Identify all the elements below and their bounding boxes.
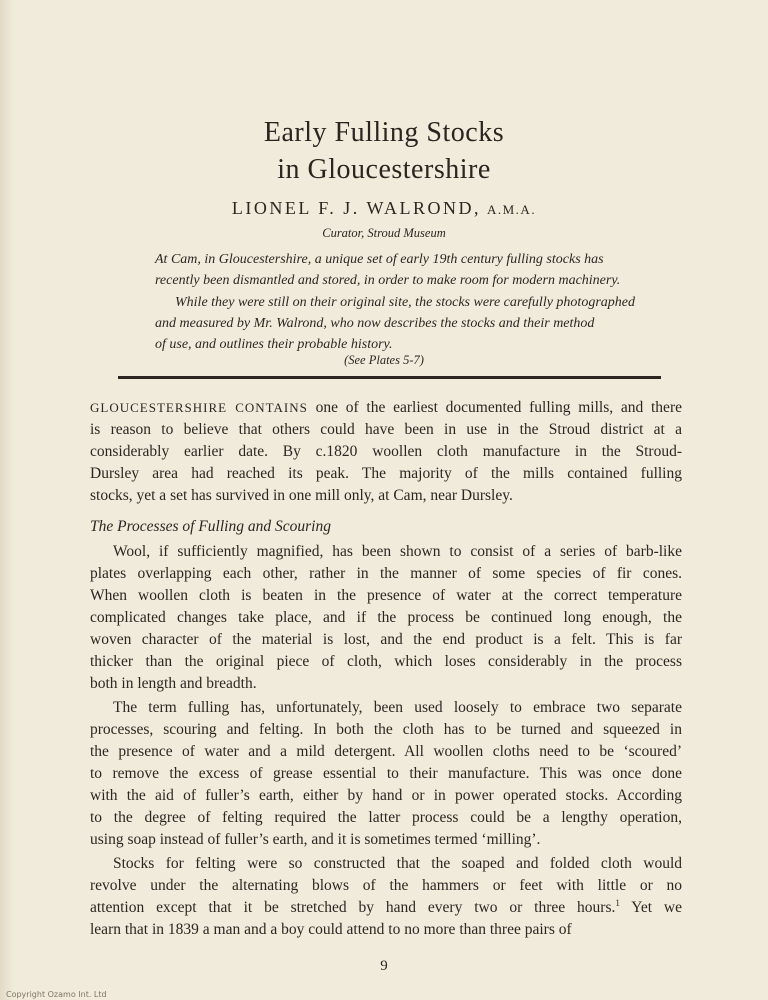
body-line: with the aid of fuller’s earth, either by hand or in power operated stocks. According xyxy=(90,787,682,804)
page-edge xyxy=(0,0,14,1000)
abstract-line: and measured by Mr. Walrond, who now describes the stocks and their method xyxy=(155,316,595,331)
body-line xyxy=(90,899,682,917)
body-line: complicated changes take place, and if the process be continued long enough, the xyxy=(90,609,682,626)
body-line: the presence of water and a mild detergent. All woollen cloths need to be ‘scoured’ xyxy=(90,743,682,760)
body-line xyxy=(90,399,682,417)
body-line: processes, scouring and felting. In both the cloth has to be turned and squeezed in xyxy=(90,721,682,738)
intro-line-text: one of the earliest documented fulling mills, and there xyxy=(307,399,682,416)
section-heading: The Processes of Fulling and Scouring xyxy=(90,518,331,535)
copyright-watermark: Copyright Ozamo Int. Ltd xyxy=(6,990,107,999)
body-line: stocks, yet a set has survived in one mill only, at Cam, near Dursley. xyxy=(90,487,513,504)
body-line: using soap instead of fuller’s earth, and it is sometimes termed ‘milling’. xyxy=(90,831,541,848)
abstract-line: At Cam, in Gloucestershire, a unique set of early 19th century fulling stocks has xyxy=(155,252,604,267)
section-divider xyxy=(118,376,661,379)
body-line: learn that in 1839 a man and a boy could attend to no more than three pairs of xyxy=(90,921,572,938)
author-name: LIONEL F. J. WALROND, xyxy=(231,198,481,218)
author-qualifications: A.M.A. xyxy=(486,202,537,217)
body-line: revolve under the alternating blows of the hammers or feet with little or no xyxy=(90,877,682,894)
body-line: The term fulling has, unfortunately, been used loosely to embrace two separate xyxy=(113,699,682,716)
article-title-line-1: Early Fulling Stocks xyxy=(263,117,505,148)
body-line: thicker than the original piece of cloth, which loses considerably in the process xyxy=(90,653,682,670)
body-line-text: Yet we xyxy=(619,899,682,916)
body-line: both in length and breadth. xyxy=(90,675,257,692)
abstract-line: of use, and outlines their probable history. xyxy=(155,337,393,352)
footnote-reference[interactable]: 1 xyxy=(615,898,620,908)
body-line: is reason to believe that others could have been in use in the Stroud district at a xyxy=(90,421,682,438)
body-line: Dursley area had reached its peak. The majority of the mills contained fulling xyxy=(90,465,682,482)
body-line: Wool, if sufficiently magnified, has been shown to consist of a series of barb-like xyxy=(113,543,682,560)
body-line: to remove the excess of grease essential to their manufacture. This was once done xyxy=(90,765,682,782)
body-line-text: attention except that it be stretched by hand every two or three hours. xyxy=(90,899,616,916)
body-line: Stocks for felting were so constructed that the soaped and folded cloth would xyxy=(113,855,682,872)
author-affiliation: Curator, Stroud Museum xyxy=(322,226,446,240)
abstract-line: While they were still on their original site, the stocks were carefully photographed xyxy=(175,295,635,310)
body-line: to the degree of felting required the latter process could be a lengthy operation, xyxy=(90,809,682,826)
plates-note: (See Plates 5-7) xyxy=(344,353,424,367)
body-line: woven character of the material is lost, and the end product is a felt. This is far xyxy=(90,631,682,648)
abstract-line: recently been dismantled and stored, in order to make room for modern machinery. xyxy=(155,273,621,288)
page-number: 9 xyxy=(380,958,388,974)
body-line: plates overlapping each other, rather in the manner of some species of fir cones. xyxy=(90,565,682,582)
body-line: considerably earlier date. By c.1820 woollen cloth manufacture in the Stroud- xyxy=(90,443,682,460)
intro-lead-smallcaps: GLOUCESTERSHIRE CONTAINS xyxy=(90,400,308,415)
article-title-line-2: in Gloucestershire xyxy=(277,154,491,185)
body-line: When woollen cloth is beaten in the presence of water at the correct temperature xyxy=(90,587,682,604)
author-byline xyxy=(0,198,768,219)
